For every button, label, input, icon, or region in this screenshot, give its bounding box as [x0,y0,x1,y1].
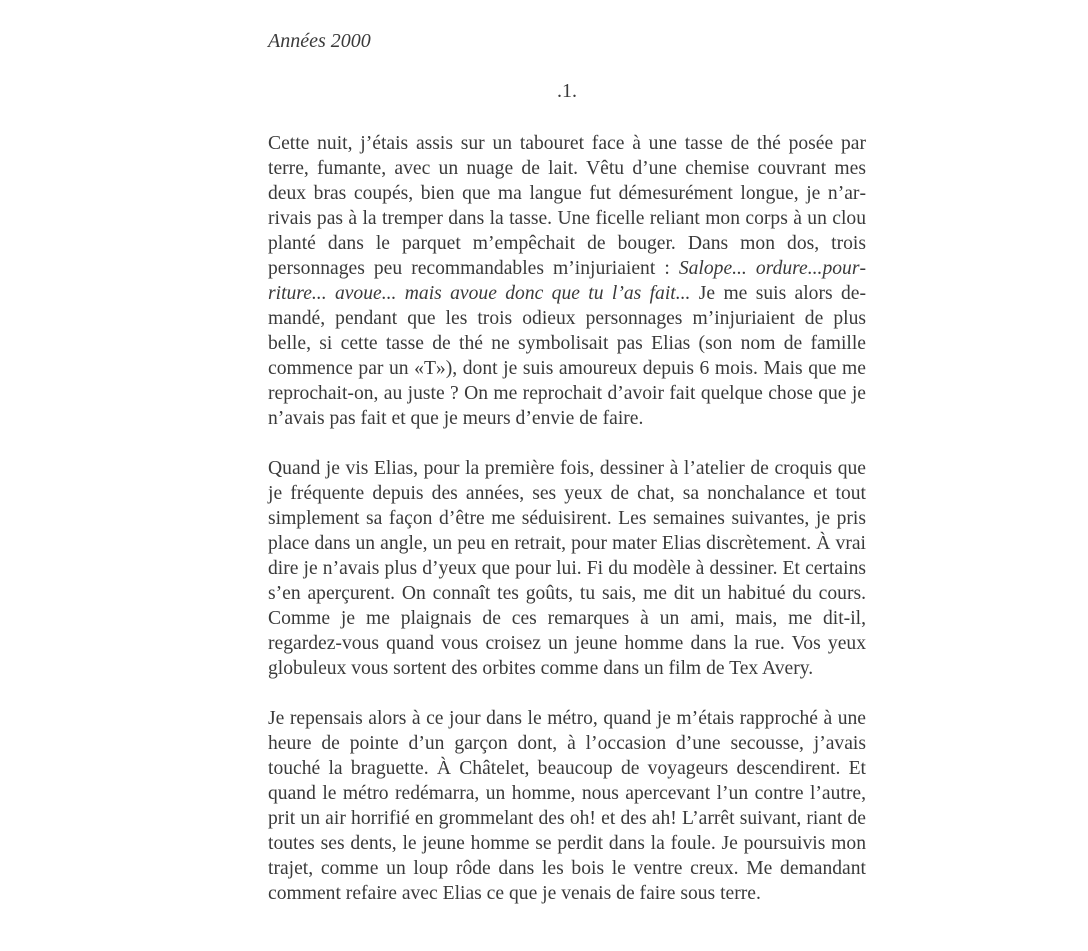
paragraph-2 [268,456,866,681]
paragraph-segment: Je me suis alors demandé, pendant que les trois odieux personnages m’injuriaient de plus belle, si cette tasse de thé ne symbolisait pas Elias (son nom de famille commence par un «T»), dont je suis amoureux depuis 6 mois. Mais que me reprochait-on, au juste ? On me reprochait d’avoir fait quelque chose que je n’avais pas fait et que je meurs d’envie de faire. [268,283,866,429]
paragraph-segment: Quand je vis Elias, pour la première fois, dessiner à l’atelier de croquis que je fréquente depuis des années, ses yeux de chat, sa nonchalance et tout simplement sa façon d’être me séduisirent. Les semaines suivantes, je pris place dans un angle, un peu en retrait, pour mater Elias discrètement. À vrai dire je n’avais plus d’yeux que pour lui. Fi du modèle à dessiner. Et certains s’en aperçurent. On connaît tes goûts, tu sais, me dit un habitué du cours. Comme je me plaignais de ces remarques à un ami, mais, me dit-il, regardez-vous quand vous croisez un jeune homme dans la rue. Vos yeux globuleux vous sortent des orbites comme dans un film de Tex Avery. [268,458,866,679]
paragraph-segment: Je repensais alors à ce jour dans le métro, quand je m’étais rapproché à une heure de pointe d’un garçon dont, à l’occasion d’une secousse, j’avais touché la braguette. À Châtelet, beaucoup de voyageurs descendirent. Et quand le métro redémarra, un homme, nous apercevant l’un contre l’autre, prit un air horrifié en grommelant des oh! et des ah! L’arrêt suivant, riant de toutes ses dents, le jeune homme se perdit dans la foule. Je poursuivis mon trajet, comme un loup rôde dans les bois le ventre creux. Me demandant comment refaire avec Elias ce que je venais de faire sous terre. [268,708,866,904]
body-text [268,131,866,906]
paragraph-1 [268,131,866,431]
paragraph-3 [268,706,866,906]
document-page [268,26,866,931]
paragraph-segment: Cette nuit, j’étais assis sur un tabouret face à une tasse de thé posée par terre, fumante, avec un nuage de lait. Vêtu d’une chemise couvrant mes deux bras coupés, bien que ma langue fut démesurément longue, je n’arrivais pas à la tremper dans la tasse. Une ficelle reliant mon corps à un clou planté dans le parquet m’empêchait de bouger. Dans mon dos, trois personnages peu recommandables m’injuriaient : [268,133,866,279]
chapter-number: .1. [557,80,577,102]
running-head: Années 2000 [268,30,371,52]
paragraph-segment-italic: Salope... ordure...pourriture... avoue... mais avoue donc que tu l’as fait... [268,258,866,304]
